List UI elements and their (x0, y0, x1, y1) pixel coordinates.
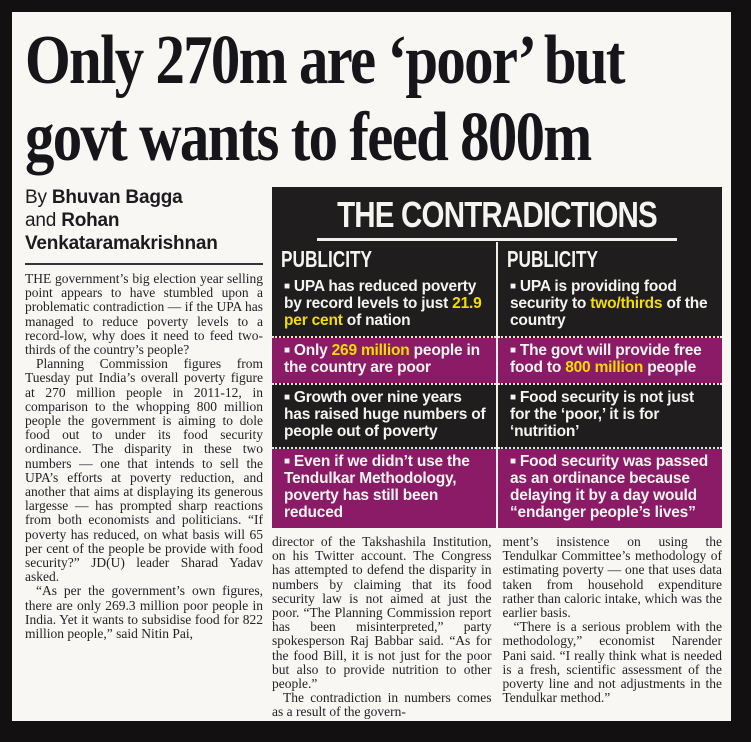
item-text: Even if we didn’t use the Tendulkar Methodology, poverty has still been reduced (284, 453, 470, 521)
contradiction-item (498, 338, 722, 383)
author-name: Bhuvan Bagga (51, 187, 183, 208)
item-text: people in the country are poor (284, 342, 480, 376)
publicity-column-right (498, 242, 722, 528)
item-text: of the country (510, 295, 708, 329)
article-paragraph: “As per the government’s own figures, there are only 269.3 million poor people in India. Yet it wants to subsidise food for 822 million people,” said Nitin Pai, (25, 583, 263, 642)
byline-divider (25, 263, 263, 265)
item-text: The govt will provide free food to (510, 342, 702, 376)
article-paragraph: Planning Commission figures from Tuesday put India’s overall poverty figure at 270 million people in 2011-12, in comparison to the whopping 800 million people the government is aiming to dole food out to under its food security ordinance. The disparity in these two numbers — one that intends to sell the UPA’s efforts at poverty reduction, and another that aims at displaying its generous largesse — has prompted sharp reactions from both economists and politicians. “If poverty has reduced, on what basis will 65 per cent of the people be provide with food security?” JD(U) leader Sharad Yadav asked. (25, 356, 263, 585)
contradiction-item (272, 274, 496, 336)
article-right-area (272, 184, 722, 720)
item-text: Only (293, 342, 332, 359)
contradiction-item (272, 338, 496, 383)
item-highlight-text: 800 million (565, 359, 644, 376)
article-paragraph: The contradiction in numbers comes as a result of the govern- (272, 690, 492, 720)
item-text: people (643, 359, 696, 376)
item-text: UPA has reduced poverty by record levels to just (284, 278, 477, 312)
publicity-header: PUBLICITY (507, 246, 599, 272)
square-bullet-icon: ■ (510, 345, 516, 356)
item-highlight-text: 21.9 per cent (284, 295, 482, 329)
square-bullet-icon: ■ (284, 392, 290, 403)
contradiction-item (498, 385, 722, 447)
publicity-header: PUBLICITY (281, 246, 373, 272)
square-bullet-icon: ■ (510, 392, 516, 403)
contradictions-columns (272, 242, 722, 528)
author-name: Venkataramakrishnan (25, 233, 218, 254)
item-text: Growth over nine years has raised huge numbers of people out of poverty (284, 389, 486, 440)
contradiction-item (272, 449, 496, 528)
title-underline (317, 238, 677, 241)
byline-prefix: By (25, 187, 47, 208)
article-paragraph: ment’s insistence on using the Tendulkar Committee’s methodology of estimating poverty — one that uses data taken from household expenditure rather than caloric intake, which was the earlier basis. (502, 534, 722, 621)
publicity-column-left (272, 242, 496, 528)
item-text: Food security is not just for the ‘poor,’ it is for ‘nutrition’ (510, 389, 694, 440)
item-text: of nation (342, 312, 411, 329)
article-body (25, 184, 722, 720)
author-name: Rohan (61, 210, 120, 231)
byline-line (25, 186, 263, 209)
contradictions-title: THE CONTRADICTIONS (337, 194, 657, 235)
item-highlight-text: two/thirds (590, 295, 663, 312)
lower-columns (272, 535, 722, 720)
article-column-left (25, 184, 263, 720)
byline-line (25, 209, 263, 232)
square-bullet-icon: ■ (284, 345, 290, 356)
byline-prefix: and (25, 210, 57, 231)
byline (25, 186, 263, 255)
article-paragraph: THE government’s big election year selling point appears to have stumbled upon a problematic contradiction — if the UPA has managed to reduce poverty levels to a record-low, why does it need to feed two-thirds of the country’s people? (25, 271, 263, 358)
article-paragraph: “There is a serious problem with the methodology,” economist Narender Pani said. “I really think what is needed is a fresh, scientific assessment of the poverty line and not adjustments in the Tendulkar method.” (502, 619, 722, 706)
square-bullet-icon: ■ (510, 281, 516, 292)
contradictions-box (272, 187, 722, 528)
item-highlight-text: 269 million (331, 342, 410, 359)
item-text: Food security was passed as an ordinance because delaying it by a day would “endanger people’s lives” (510, 453, 708, 521)
square-bullet-icon: ■ (284, 456, 290, 467)
headline (25, 22, 624, 176)
contradiction-item (498, 274, 722, 336)
headline-line-1: Only 270m are ‘poor’ but (25, 22, 624, 99)
article-column-middle (272, 535, 492, 720)
headline-line-2: govt wants to feed 800m (25, 99, 591, 176)
square-bullet-icon: ■ (510, 456, 516, 467)
contradiction-item (272, 385, 496, 447)
item-text: UPA is providing food security to (510, 278, 677, 312)
square-bullet-icon: ■ (284, 281, 290, 292)
article-column-right (503, 535, 723, 720)
byline-line (25, 232, 263, 255)
article-paragraph: director of the Takshashila Institution, on his Twitter account. The Congress has attempted to defend the disparity in numbers by claiming that its food security law is not aimed at just the poor. “The Planning Commission report has been misinterpreted,” party spokesperson Raj Babbar said. “As for the food Bill, it is not just for the poor but also to provide nutrition to other people.” (272, 534, 492, 692)
newspaper-page (12, 12, 731, 721)
contradiction-item (498, 449, 722, 528)
